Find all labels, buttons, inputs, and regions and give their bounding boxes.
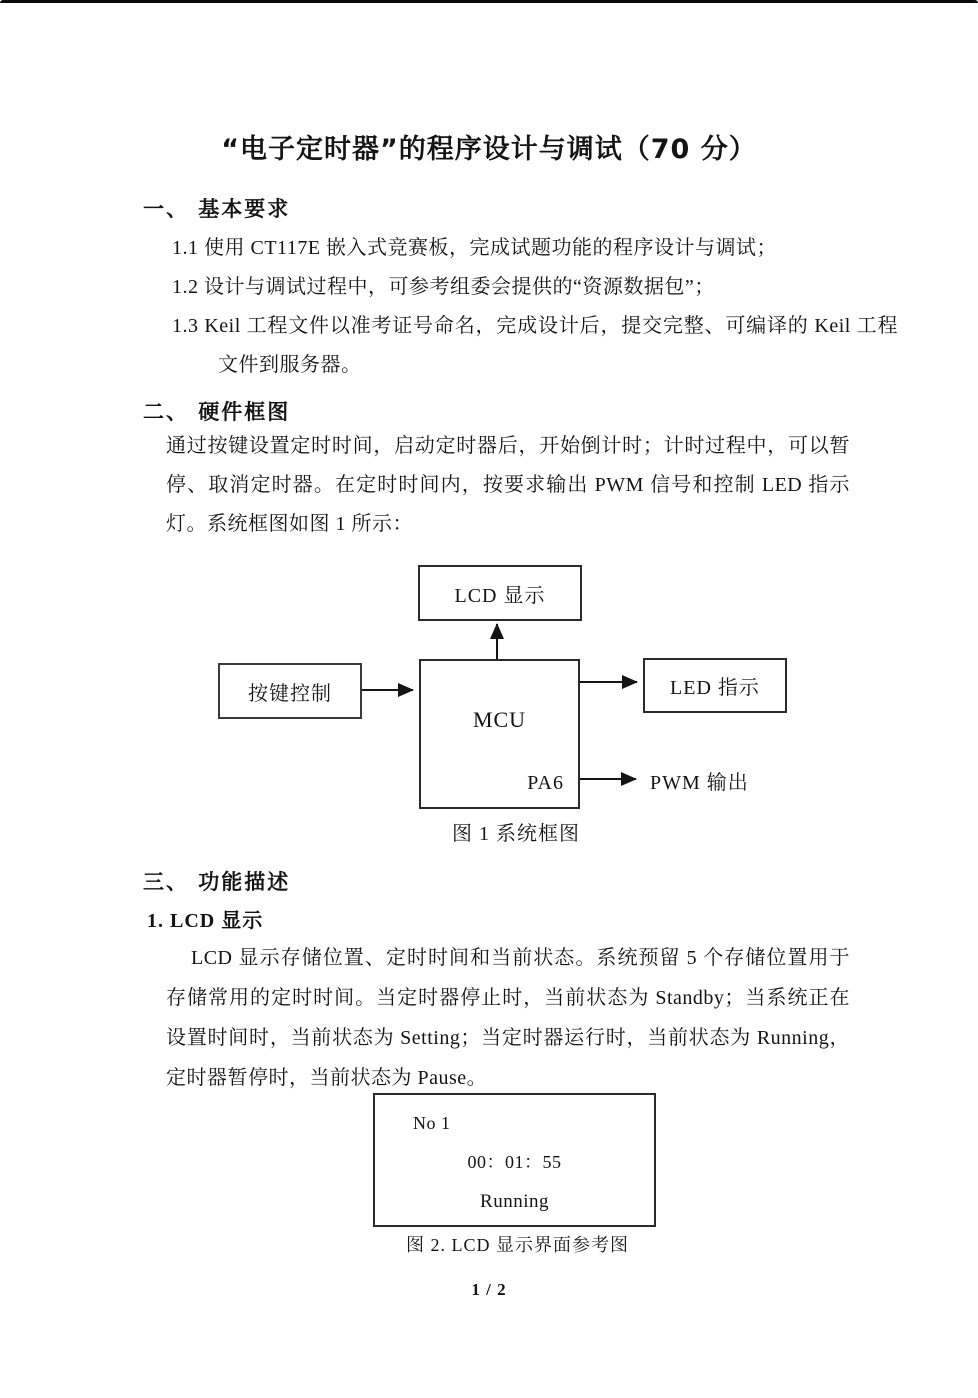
section2-heading: 二、 硬件框图 <box>143 400 291 424</box>
lcd-reference-screen <box>373 1093 656 1227</box>
section3-sub1-heading: 1. LCD 显示 <box>147 910 264 932</box>
pwm-output-label: PWM 输出 <box>650 772 749 794</box>
diagram-box-lcd-display <box>418 565 582 621</box>
led-indicator-label: LED 指示 <box>670 677 760 699</box>
page-number: 1 / 2 <box>471 1280 507 1299</box>
mcu-label: MCU <box>472 707 527 732</box>
section2-paragraph: 通过按键设置定时时间，启动定时器后，开始倒计时；计时过程中，可以暂停、取消定时器。在定时时间内，按要求输出 PWM 信号和控制 LED 指示灯。系统框图如图 1 所示： <box>166 435 850 535</box>
lcd-storage-number: No 1 <box>413 1113 451 1133</box>
document-title: “电子定时器”的程序设计与调试（70 分） <box>221 134 757 165</box>
page-top-edge <box>0 0 978 3</box>
section3-paragraph: LCD 显示存储位置、定时时间和当前状态。系统预留 5 个存储位置用于存储常用的定时时间。当定时器停止时，当前状态为 Standby；当系统正在设置时间时，当前状态为 Setting；当定时器运行时，当前状态为 Running，定时器暂停时，当前状态为 Pause。 <box>166 947 850 1089</box>
key-control-label: 按键控制 <box>248 682 332 705</box>
lcd-timer-value: 00：01：55 <box>467 1152 562 1172</box>
lcd-status-text: Running <box>480 1191 549 1212</box>
diagram-box-mcu <box>419 659 580 809</box>
diagram-box-key-control <box>218 663 362 719</box>
lcd-display-label: LCD 显示 <box>454 584 546 607</box>
requirement-item-2: 1.2 设计与调试过程中，可参考组委会提供的“资源数据包”； <box>172 276 715 298</box>
section3-heading: 三、 功能描述 <box>143 870 291 894</box>
section1-heading: 一、 基本要求 <box>143 197 291 221</box>
requirement-item-1: 1.1 使用 CT117E 嵌入式竞赛板，完成试题功能的程序设计与调试； <box>172 237 778 259</box>
requirement-item-3: 1.3 Keil 工程文件以准考证号命名，完成设计后，提交完整、可编译的 Keil 工程文件到服务器。 <box>172 315 898 376</box>
diagram-box-led-indicator <box>643 658 787 713</box>
figure1-caption: 图 1 系统框图 <box>452 823 580 845</box>
pa6-pin-label: PA6 <box>527 772 564 794</box>
figure2-caption: 图 2. LCD 显示界面参考图 <box>406 1235 629 1255</box>
